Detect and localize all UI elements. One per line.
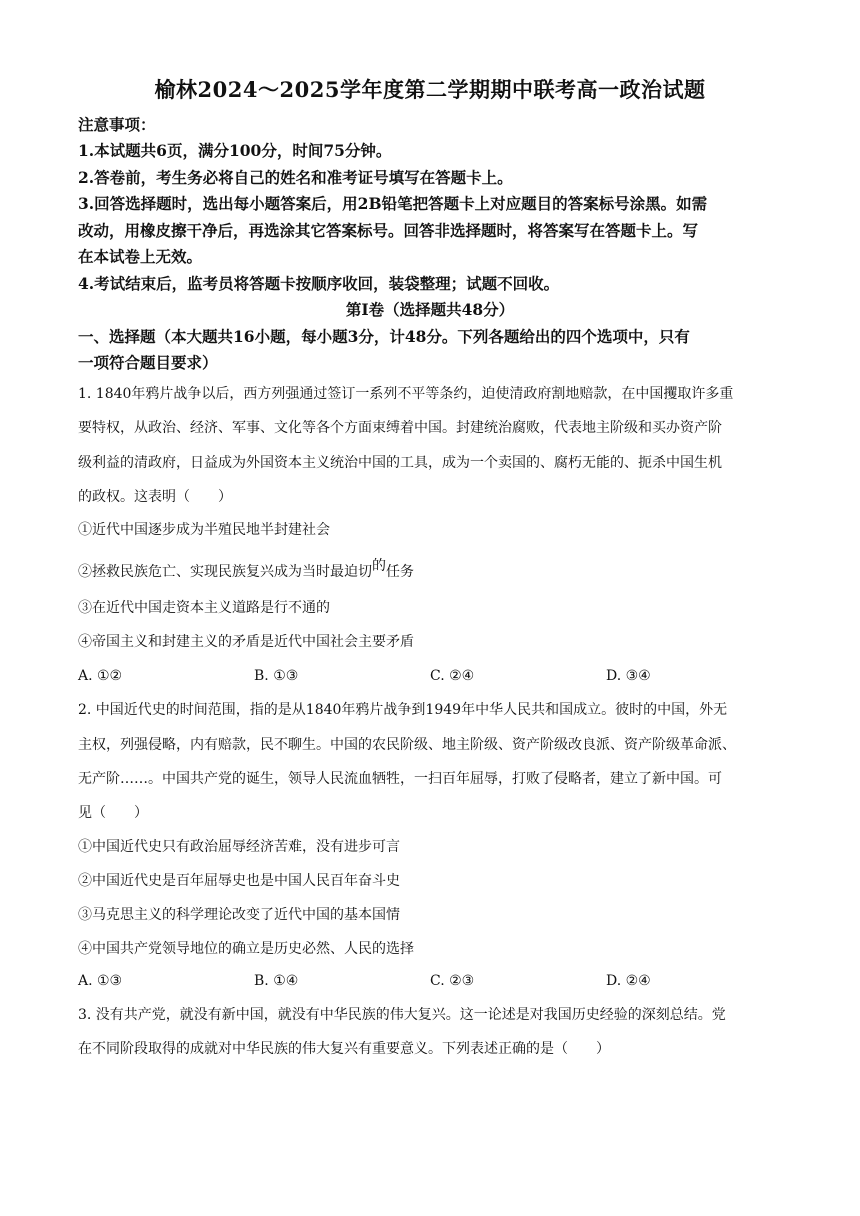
question-stem-line: 在不同阶段取得的成就对中华民族的伟大复兴有重要意义。下列表述正确的是（ ） — [78, 1041, 610, 1057]
option-c: C. ②③ — [430, 973, 475, 989]
note-item: 1.本试题共6页，满分100分，时间75分钟。 — [78, 141, 392, 160]
question-stem-line: 1. 1840年鸦片战争以后，西方列强通过签订一系列不平等条约，迫使清政府割地赔款，在中国攫取许多重 — [78, 386, 734, 402]
statement: ④中国共产党领导地位的确立是历史必然、人民的选择 — [78, 941, 414, 957]
question-stem-line: 要特权，从政治、经济、军事、文化等各个方面束缚着中国。封建统治腐败，代表地主阶级和买办资产阶 — [78, 420, 722, 436]
question-stem-line: 3. 没有共产党，就没有新中国，就没有中华民族的伟大复兴。这一论述是对我国历史经验的深刻总结。党 — [78, 1007, 726, 1023]
option-a: A. ①③ — [78, 973, 123, 989]
option-b: B. ①④ — [254, 973, 299, 989]
section-instruction: 一、选择题（本大题共16小题，每小题3分，计48分。下列各题给出的四个选项中，只有 — [78, 327, 690, 346]
note-item: 3.回答选择题时，选出每小题答案后，用2B铅笔把答题卡上对应题目的答案标号涂黑。如需 — [78, 194, 708, 213]
option-a: A. ①② — [78, 668, 123, 684]
statement: ①近代中国逐步成为半殖民地半封建社会 — [78, 522, 330, 538]
option-d: D. ③④ — [606, 668, 651, 684]
note-item: 改动，用橡皮擦干净后，再选涂其它答案标号。回答非选择题时，将答案写在答题卡上。写 — [78, 221, 699, 240]
statement — [78, 555, 788, 590]
notes-heading: 注意事项： — [78, 115, 156, 134]
question-stem-line: 2. 中国近代史的时间范围，指的是从1840年鸦片战争到1949年中华人民共和国成立。彼时的中国，外无 — [78, 702, 728, 718]
exam-title: 榆林2024～2025学年度第二学期期中联考高一政治试题 — [154, 77, 706, 102]
note-item: 4.考试结束后，监考员将答题卡按顺序收回，装袋整理；试题不回收。 — [78, 274, 560, 293]
note-item: 在本试卷上无效。 — [78, 247, 203, 266]
statement: ②中国近代史是百年屈辱史也是中国人民百年奋斗史 — [78, 873, 400, 889]
section-title: 第Ⅰ卷（选择题共48分） — [345, 300, 515, 319]
statement-text-tail: 任务 — [386, 564, 414, 580]
statement: ③在近代中国走资本主义道路是行不通的 — [78, 600, 330, 616]
statement-raised-char: 的 — [372, 558, 386, 574]
section-instruction: 一项符合题目要求） — [78, 353, 218, 372]
option-row — [78, 668, 788, 692]
statement-text: ②拯救民族危亡、实现民族复兴成为当时最迫切 — [78, 564, 372, 580]
option-row — [78, 973, 788, 997]
question-stem-line: 见（ ） — [78, 805, 148, 821]
question-stem-line: 无产阶……。中国共产党的诞生，领导人民流血牺牲，一扫百年屈辱，打败了侵略者，建立了新中国。可 — [78, 771, 722, 787]
question-stem-line: 级利益的清政府，日益成为外国资本主义统治中国的工具，成为一个卖国的、腐朽无能的、扼杀中国生机 — [78, 455, 722, 471]
question-stem-line: 的政权。这表明（ ） — [78, 489, 232, 505]
statement: ①中国近代史只有政治屈辱经济苦难，没有进步可言 — [78, 839, 400, 855]
question-stem-line: 主权，列强侵略，内有赔款，民不聊生。中国的农民阶级、地主阶级、资产阶级改良派、资产阶级革命派、 — [78, 737, 736, 753]
option-b: B. ①③ — [254, 668, 299, 684]
statement: ④帝国主义和封建主义的矛盾是近代中国社会主要矛盾 — [78, 634, 414, 650]
note-item: 2.答卷前，考生务必将自己的姓名和准考证号填写在答题卡上。 — [78, 168, 513, 187]
statement: ③马克思主义的科学理论改变了近代中国的基本国情 — [78, 907, 400, 923]
option-c: C. ②④ — [430, 668, 475, 684]
option-d: D. ②④ — [606, 973, 651, 989]
